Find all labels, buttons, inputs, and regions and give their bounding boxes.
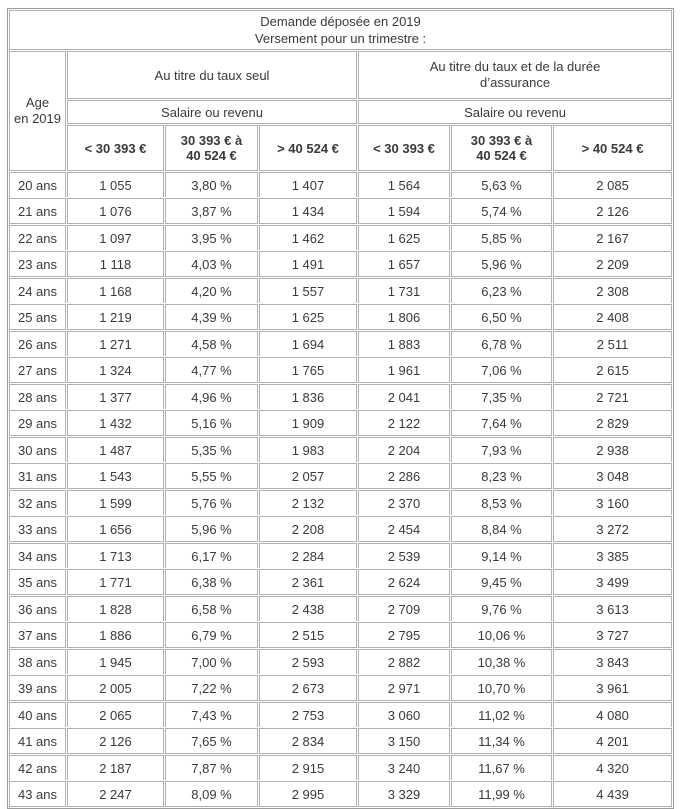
value-cell-taux-duree-high: 3 160: [553, 490, 672, 515]
age-cell: 39 ans: [9, 675, 66, 701]
age-cell: 20 ans: [9, 172, 66, 197]
value-cell-taux-duree-mid: 7,06 %: [451, 357, 552, 383]
value-cell-taux-duree-low: 2 454: [358, 516, 450, 542]
age-cell: 43 ans: [9, 781, 66, 807]
value-cell-taux-duree-high: 3 048: [553, 463, 672, 489]
value-cell-taux-seul-high: 2 361: [259, 569, 357, 595]
value-cell-taux-duree-high: 2 938: [553, 437, 672, 462]
value-cell-taux-seul-high: 2 753: [259, 702, 357, 727]
table-row: [9, 781, 672, 807]
value-cell-taux-duree-low: 2 286: [358, 463, 450, 489]
value-cell-taux-duree-high: 2 167: [553, 225, 672, 250]
value-cell-taux-seul-low: 1 886: [67, 622, 164, 648]
table-title: [9, 10, 672, 50]
bracket-high-left: > 40 524 €: [259, 125, 357, 171]
group-header-taux-duree-label: Au titre du taux et de la durée d’assurance: [429, 59, 601, 90]
value-cell-taux-seul-mid: 6,38 %: [165, 569, 258, 595]
value-cell-taux-seul-high: 1 836: [259, 384, 357, 409]
value-cell-taux-duree-low: 1 594: [358, 198, 450, 224]
value-cell-taux-duree-mid: 5,63 %: [451, 172, 552, 197]
value-cell-taux-duree-high: 2 126: [553, 198, 672, 224]
table-row: [9, 463, 672, 489]
value-cell-taux-seul-mid: 5,76 %: [165, 490, 258, 515]
value-cell-taux-duree-low: 1 625: [358, 225, 450, 250]
title-line1: Demande déposée en 2019: [260, 14, 421, 29]
bracket-low-left: < 30 393 €: [67, 125, 164, 171]
age-cell: 34 ans: [9, 543, 66, 568]
value-cell-taux-duree-mid: 8,84 %: [451, 516, 552, 542]
value-cell-taux-seul-high: 2 915: [259, 755, 357, 780]
value-cell-taux-duree-low: 2 539: [358, 543, 450, 568]
value-cell-taux-duree-mid: 11,02 %: [451, 702, 552, 727]
value-cell-taux-seul-low: 1 771: [67, 569, 164, 595]
bracket-high-right: > 40 524 €: [553, 125, 672, 171]
age-cell: 38 ans: [9, 649, 66, 674]
value-cell-taux-seul-high: 1 765: [259, 357, 357, 383]
value-cell-taux-seul-mid: 6,17 %: [165, 543, 258, 568]
value-cell-taux-seul-low: 1 487: [67, 437, 164, 462]
value-cell-taux-seul-low: 2 065: [67, 702, 164, 727]
value-cell-taux-duree-high: 3 499: [553, 569, 672, 595]
value-cell-taux-seul-mid: 4,39 %: [165, 304, 258, 330]
age-cell: 32 ans: [9, 490, 66, 515]
subheader-salaire-right: Salaire ou revenu: [358, 100, 672, 124]
age-cell: 23 ans: [9, 251, 66, 277]
value-cell-taux-seul-low: 1 118: [67, 251, 164, 277]
group-header-row: [9, 51, 672, 99]
value-cell-taux-duree-low: 3 329: [358, 781, 450, 807]
value-cell-taux-duree-low: 3 150: [358, 728, 450, 754]
value-cell-taux-seul-low: 1 945: [67, 649, 164, 674]
age-cell: 21 ans: [9, 198, 66, 224]
age-cell: 40 ans: [9, 702, 66, 727]
age-cell: 31 ans: [9, 463, 66, 489]
value-cell-taux-seul-low: 1 543: [67, 463, 164, 489]
value-cell-taux-duree-low: 2 041: [358, 384, 450, 409]
value-cell-taux-seul-low: 1 097: [67, 225, 164, 250]
value-cell-taux-seul-mid: 7,65 %: [165, 728, 258, 754]
age-cell: 27 ans: [9, 357, 66, 383]
value-cell-taux-seul-high: 1 407: [259, 172, 357, 197]
title-line2: Versement pour un trimestre :: [254, 31, 427, 46]
table-row: [9, 251, 672, 277]
value-cell-taux-duree-low: 2 370: [358, 490, 450, 515]
value-cell-taux-duree-high: 3 727: [553, 622, 672, 648]
table-row: [9, 304, 672, 330]
table-row: [9, 357, 672, 383]
value-cell-taux-seul-high: 2 208: [259, 516, 357, 542]
value-cell-taux-seul-mid: 7,43 %: [165, 702, 258, 727]
table-row: [9, 728, 672, 754]
bracket-mid-left: 30 393 € à 40 524 €: [165, 125, 258, 171]
value-cell-taux-duree-mid: 8,23 %: [451, 463, 552, 489]
table-row: [9, 755, 672, 780]
value-cell-taux-duree-high: 2 721: [553, 384, 672, 409]
value-cell-taux-duree-low: 2 122: [358, 410, 450, 436]
bracket-low-right: < 30 393 €: [358, 125, 450, 171]
value-cell-taux-duree-low: 1 961: [358, 357, 450, 383]
value-cell-taux-seul-mid: 6,79 %: [165, 622, 258, 648]
value-cell-taux-seul-mid: 5,16 %: [165, 410, 258, 436]
value-cell-taux-duree-high: 3 961: [553, 675, 672, 701]
value-cell-taux-duree-high: 4 439: [553, 781, 672, 807]
age-cell: 30 ans: [9, 437, 66, 462]
value-cell-taux-duree-low: 1 564: [358, 172, 450, 197]
bracket-header-row: [9, 125, 672, 171]
value-cell-taux-duree-high: 4 080: [553, 702, 672, 727]
age-column-header: Age en 2019: [9, 51, 66, 171]
value-cell-taux-seul-low: 1 076: [67, 198, 164, 224]
value-cell-taux-seul-high: 2 057: [259, 463, 357, 489]
bracket-mid-right: 30 393 € à 40 524 €: [451, 125, 552, 171]
value-cell-taux-seul-high: 2 438: [259, 596, 357, 621]
value-cell-taux-seul-low: 1 324: [67, 357, 164, 383]
value-cell-taux-seul-mid: 5,96 %: [165, 516, 258, 542]
table-row: [9, 384, 672, 409]
value-cell-taux-duree-high: 2 829: [553, 410, 672, 436]
value-cell-taux-duree-mid: 11,67 %: [451, 755, 552, 780]
value-cell-taux-duree-low: 2 624: [358, 569, 450, 595]
subheader-row: [9, 100, 672, 124]
value-cell-taux-duree-mid: 10,38 %: [451, 649, 552, 674]
age-cell: 37 ans: [9, 622, 66, 648]
table-row: [9, 410, 672, 436]
value-cell-taux-duree-high: 3 385: [553, 543, 672, 568]
value-cell-taux-seul-low: 2 126: [67, 728, 164, 754]
value-cell-taux-seul-low: 1 271: [67, 331, 164, 356]
age-cell: 33 ans: [9, 516, 66, 542]
table-row: [9, 622, 672, 648]
value-cell-taux-duree-high: 2 615: [553, 357, 672, 383]
value-cell-taux-seul-high: 2 593: [259, 649, 357, 674]
value-cell-taux-seul-high: 2 284: [259, 543, 357, 568]
value-cell-taux-seul-mid: 5,35 %: [165, 437, 258, 462]
age-cell: 29 ans: [9, 410, 66, 436]
value-cell-taux-seul-mid: 8,09 %: [165, 781, 258, 807]
age-cell: 41 ans: [9, 728, 66, 754]
value-cell-taux-seul-low: 2 187: [67, 755, 164, 780]
value-cell-taux-duree-mid: 7,35 %: [451, 384, 552, 409]
table-row: [9, 490, 672, 515]
value-cell-taux-seul-mid: 7,00 %: [165, 649, 258, 674]
value-cell-taux-duree-high: 3 613: [553, 596, 672, 621]
value-cell-taux-duree-low: 1 657: [358, 251, 450, 277]
table-row: [9, 675, 672, 701]
value-cell-taux-seul-high: 1 557: [259, 278, 357, 303]
value-cell-taux-duree-mid: 11,99 %: [451, 781, 552, 807]
table-row: [9, 172, 672, 197]
value-cell-taux-seul-high: 2 515: [259, 622, 357, 648]
table-row: [9, 596, 672, 621]
value-cell-taux-duree-mid: 5,96 %: [451, 251, 552, 277]
value-cell-taux-duree-high: 4 201: [553, 728, 672, 754]
value-cell-taux-duree-mid: 10,70 %: [451, 675, 552, 701]
value-cell-taux-seul-low: 1 656: [67, 516, 164, 542]
value-cell-taux-duree-mid: 8,53 %: [451, 490, 552, 515]
table-body: [9, 172, 672, 807]
value-cell-taux-seul-mid: 7,22 %: [165, 675, 258, 701]
value-cell-taux-seul-mid: 4,20 %: [165, 278, 258, 303]
value-cell-taux-seul-high: 1 491: [259, 251, 357, 277]
value-cell-taux-duree-high: 2 408: [553, 304, 672, 330]
group-header-taux-seul: Au titre du taux seul: [67, 51, 357, 99]
value-cell-taux-seul-high: 1 694: [259, 331, 357, 356]
table-row: [9, 649, 672, 674]
value-cell-taux-duree-mid: 7,64 %: [451, 410, 552, 436]
value-cell-taux-duree-mid: 9,76 %: [451, 596, 552, 621]
value-cell-taux-seul-high: 2 995: [259, 781, 357, 807]
table-row: [9, 516, 672, 542]
value-cell-taux-duree-high: 3 272: [553, 516, 672, 542]
value-cell-taux-seul-mid: 3,87 %: [165, 198, 258, 224]
value-cell-taux-duree-low: 3 240: [358, 755, 450, 780]
value-cell-taux-duree-high: 2 308: [553, 278, 672, 303]
value-cell-taux-seul-mid: 4,77 %: [165, 357, 258, 383]
value-cell-taux-duree-low: 2 795: [358, 622, 450, 648]
age-cell: 42 ans: [9, 755, 66, 780]
value-cell-taux-seul-low: 2 005: [67, 675, 164, 701]
title-row: [9, 10, 672, 50]
table-row: [9, 225, 672, 250]
age-cell: 28 ans: [9, 384, 66, 409]
value-cell-taux-duree-low: 1 806: [358, 304, 450, 330]
value-cell-taux-seul-mid: 4,03 %: [165, 251, 258, 277]
value-cell-taux-duree-mid: 5,85 %: [451, 225, 552, 250]
value-cell-taux-duree-high: 2 511: [553, 331, 672, 356]
age-cell: 35 ans: [9, 569, 66, 595]
value-cell-taux-seul-low: 1 432: [67, 410, 164, 436]
value-cell-taux-duree-mid: 5,74 %: [451, 198, 552, 224]
value-cell-taux-duree-high: 4 320: [553, 755, 672, 780]
value-cell-taux-duree-mid: 9,14 %: [451, 543, 552, 568]
age-cell: 22 ans: [9, 225, 66, 250]
table-row: [9, 437, 672, 462]
value-cell-taux-duree-mid: 9,45 %: [451, 569, 552, 595]
age-cell: 24 ans: [9, 278, 66, 303]
table-row: [9, 278, 672, 303]
value-cell-taux-seul-low: 1 828: [67, 596, 164, 621]
value-cell-taux-duree-mid: 6,23 %: [451, 278, 552, 303]
value-cell-taux-seul-high: 1 909: [259, 410, 357, 436]
table-row: [9, 331, 672, 356]
value-cell-taux-seul-low: 1 055: [67, 172, 164, 197]
value-cell-taux-duree-mid: 6,78 %: [451, 331, 552, 356]
value-cell-taux-seul-low: 1 168: [67, 278, 164, 303]
age-cell: 26 ans: [9, 331, 66, 356]
group-header-taux-duree: [358, 51, 672, 99]
subheader-salaire-left: Salaire ou revenu: [67, 100, 357, 124]
table-row: [9, 198, 672, 224]
value-cell-taux-duree-mid: 11,34 %: [451, 728, 552, 754]
value-cell-taux-duree-low: 3 060: [358, 702, 450, 727]
value-cell-taux-seul-low: 1 599: [67, 490, 164, 515]
value-cell-taux-seul-mid: 4,58 %: [165, 331, 258, 356]
value-cell-taux-seul-high: 1 625: [259, 304, 357, 330]
value-cell-taux-duree-low: 2 709: [358, 596, 450, 621]
value-cell-taux-duree-low: 2 971: [358, 675, 450, 701]
value-cell-taux-seul-low: 2 247: [67, 781, 164, 807]
value-cell-taux-duree-high: 3 843: [553, 649, 672, 674]
value-cell-taux-seul-low: 1 377: [67, 384, 164, 409]
value-cell-taux-seul-mid: 3,95 %: [165, 225, 258, 250]
value-cell-taux-seul-high: 1 434: [259, 198, 357, 224]
value-cell-taux-seul-high: 2 132: [259, 490, 357, 515]
value-cell-taux-seul-low: 1 713: [67, 543, 164, 568]
versement-trimestre-table: [7, 8, 674, 809]
value-cell-taux-duree-high: 2 209: [553, 251, 672, 277]
age-cell: 25 ans: [9, 304, 66, 330]
table-row: [9, 543, 672, 568]
value-cell-taux-duree-high: 2 085: [553, 172, 672, 197]
value-cell-taux-seul-mid: 6,58 %: [165, 596, 258, 621]
table-row: [9, 569, 672, 595]
value-cell-taux-duree-mid: 7,93 %: [451, 437, 552, 462]
value-cell-taux-seul-mid: 5,55 %: [165, 463, 258, 489]
value-cell-taux-seul-high: 2 834: [259, 728, 357, 754]
value-cell-taux-duree-mid: 10,06 %: [451, 622, 552, 648]
value-cell-taux-duree-low: 1 731: [358, 278, 450, 303]
value-cell-taux-seul-high: 2 673: [259, 675, 357, 701]
value-cell-taux-seul-high: 1 983: [259, 437, 357, 462]
table-row: [9, 702, 672, 727]
value-cell-taux-duree-low: 2 204: [358, 437, 450, 462]
value-cell-taux-seul-mid: 4,96 %: [165, 384, 258, 409]
value-cell-taux-duree-low: 2 882: [358, 649, 450, 674]
value-cell-taux-seul-mid: 7,87 %: [165, 755, 258, 780]
value-cell-taux-seul-mid: 3,80 %: [165, 172, 258, 197]
age-cell: 36 ans: [9, 596, 66, 621]
value-cell-taux-duree-mid: 6,50 %: [451, 304, 552, 330]
value-cell-taux-seul-low: 1 219: [67, 304, 164, 330]
value-cell-taux-seul-high: 1 462: [259, 225, 357, 250]
value-cell-taux-duree-low: 1 883: [358, 331, 450, 356]
